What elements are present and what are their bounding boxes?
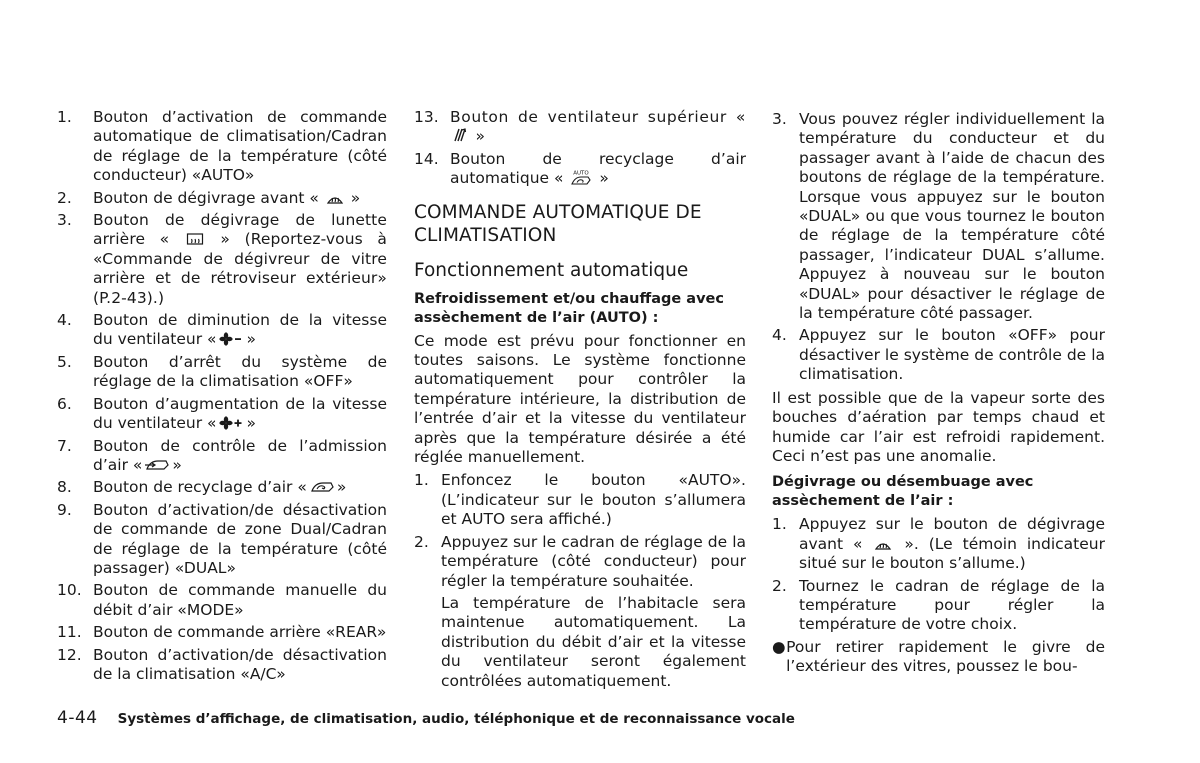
item-number: 9. <box>57 500 72 519</box>
item-number: 1. <box>772 515 787 534</box>
item-text-after: » <box>594 169 609 188</box>
list-item <box>57 478 387 497</box>
list-item <box>414 108 746 147</box>
list-item <box>414 533 746 591</box>
section-heading: COMMANDE AUTOMATIQUE DE CLIMATISATION <box>414 201 702 246</box>
item-number: 3. <box>57 211 72 230</box>
item-text <box>93 189 387 208</box>
body-paragraph: Ce mode est prévu pour fonctionner en toutes saisons. Le système fonctionne automatiquement pour contrôler la température intérieure, la distribution de l’entrée d’air et la vitesse du ventilateur après que la température désirée a été réglée manuellement. <box>414 331 746 467</box>
item-text <box>799 515 1105 573</box>
item-text: Bouton d’arrêt du système de réglage de la climatisation «OFF» <box>93 352 387 391</box>
list-item <box>57 395 387 434</box>
item-text-after: » <box>336 478 347 497</box>
item-text: Tournez le cadran de réglage de la température pour régler la température de votre choix. <box>799 576 1105 634</box>
item-number: 2. <box>772 576 787 595</box>
bullet-item <box>772 638 1105 677</box>
item-number: 6. <box>57 394 72 413</box>
item-text-after: » <box>246 330 257 349</box>
list-item <box>772 110 1105 323</box>
item-number: 4. <box>772 326 787 345</box>
list-item <box>414 471 746 529</box>
auto-recirculation-icon <box>570 169 592 185</box>
item-text-before: Appuyez sur le bouton de dégivrage avant « <box>799 515 1105 553</box>
item-text-before: Bouton de contrôle de l’admission d’air « <box>93 436 387 474</box>
item-text-after: ». (Le témoin indicateur situé sur le bouton s’allume.) <box>799 534 1105 573</box>
item-text: Bouton d’activation/de désactivation de la climatisation «A/C» <box>93 645 387 683</box>
item-text <box>93 211 387 308</box>
upper-vent-icon <box>452 127 468 143</box>
list-item <box>57 353 387 392</box>
item-number: 3. <box>772 110 787 128</box>
bullet-symbol: ● <box>772 637 786 656</box>
item-number: 13. <box>414 108 439 126</box>
item-text-before: Bouton d’augmentation de la vitesse du ventilateur « <box>93 394 387 433</box>
item-text-after: » <box>172 455 182 474</box>
item-text: Bouton d’activation de commande automatique de climatisation/Cadran de réglage de la température (côté conducteur) «AUTO» <box>93 108 387 185</box>
fresh-air-icon <box>144 458 170 472</box>
item-text-before: Bouton de dégivrage de lunette arrière « <box>93 211 387 249</box>
item-number: 1. <box>57 108 72 126</box>
step-note: La température de l’habitacle sera maintenue automatiquement. La distribution du débit d’air et la vitesse du ventilateur seront également contrôlées automatiquement. <box>441 593 746 690</box>
item-text: Enfoncez le bouton «AUTO». (L’indicateur sur le bouton s’allumera et AUTO sera affiché.) <box>441 471 746 529</box>
subsection-heading: Fonctionnement automatique <box>414 259 689 281</box>
item-number: 2. <box>414 532 429 551</box>
bullet-text: Pour retirer rapidement le givre de l’extérieur des vitres, poussez le bou- <box>786 637 1105 676</box>
list-item <box>57 581 387 620</box>
item-number: 8. <box>57 478 72 497</box>
item-text: Vous pouvez régler individuellement la température du conducteur et du passager avant à l’aide de chacun des boutons de réglage de la température. Lorsque vous appuyez sur le bouton «DUAL» ou que vous tournez le bouton de réglage de la température côté passager, l’indicateur DUAL s’allume. Appuyez à nouveau sur le bouton «DUAL» pour désactiver le réglage de la température côté passager. <box>799 110 1105 323</box>
item-text <box>93 311 387 350</box>
list-item <box>57 311 387 350</box>
item-text: Appuyez sur le bouton «OFF» pour désactiver le système de contrôle de la climatisation. <box>799 326 1105 384</box>
list-item <box>57 501 387 579</box>
fan-up-icon <box>219 416 245 430</box>
list-item <box>57 211 387 308</box>
list-item <box>57 189 387 208</box>
item-number: 14. <box>414 149 439 168</box>
item-text-before: Bouton de recyclage d’air automatique « <box>450 149 746 188</box>
item-text: Appuyez sur le cadran de réglage de la température (côté conducteur) pour régler la température souhaitée. <box>441 532 746 590</box>
list-item <box>57 623 387 642</box>
list-item <box>414 150 746 189</box>
body-paragraph: Il est possible que de la vapeur sorte des bouches d’aération par temps chaud et humide car l’air est refroidi rapidement. Ceci n’est pas une anomalie. <box>772 388 1105 465</box>
list-item <box>57 437 387 476</box>
item-number: 1. <box>414 471 429 490</box>
left-column <box>57 108 387 687</box>
item-text: Bouton de commande arrière «REAR» <box>93 623 387 642</box>
item-text-before: Bouton de diminution de la vitesse du ventilateur « <box>93 311 387 349</box>
list-item <box>57 108 387 186</box>
item-text <box>93 478 387 497</box>
item-number: 11. <box>57 623 82 642</box>
rear-defrost-icon <box>186 232 204 246</box>
list-item <box>772 515 1105 573</box>
item-number: 5. <box>57 352 72 371</box>
item-text-after: » <box>246 414 257 433</box>
item-text <box>450 150 746 189</box>
svg-text:AUTO: AUTO <box>573 170 590 177</box>
recirculation-icon <box>309 480 335 494</box>
mode-title: Dégivrage ou désembuage avec assèchement de l’air : <box>772 474 1034 510</box>
item-number: 7. <box>57 436 72 455</box>
item-text-after: » (Reportez-vous à «Commande de dégivreur de vitre arrière et de rétroviseur extérieur» (P.2-43).) <box>93 230 388 307</box>
item-number: 12. <box>57 645 82 664</box>
item-text-after: » <box>470 127 486 146</box>
list-item <box>772 577 1105 635</box>
mode-title: Refroidissement et/ou chauffage avec assèchement de l’air (AUTO) : <box>414 290 724 326</box>
list-item <box>57 646 387 685</box>
right-column <box>772 110 1105 677</box>
item-text <box>450 108 746 147</box>
item-text-after: » <box>345 188 361 207</box>
page-footer <box>57 708 795 728</box>
item-text: Bouton d’activation/de désactivation de commande de zone Dual/Cadran de réglage de la température (côté passager) «DUAL» <box>93 500 387 577</box>
item-text: Bouton de commande manuelle du débit d’air «MODE» <box>93 581 387 619</box>
list-item <box>772 326 1105 384</box>
front-defrost-icon <box>874 537 892 551</box>
chapter-title: Systèmes d’affichage, de climatisation, audio, téléphonique et de reconnaissance vocale <box>117 711 795 727</box>
item-text-before: Bouton de ventilateur supérieur « <box>450 108 746 126</box>
item-number: 4. <box>57 311 72 330</box>
page-number: 4-44 <box>57 708 98 728</box>
fan-down-icon <box>219 332 245 346</box>
item-number: 2. <box>57 188 72 207</box>
item-text <box>93 395 387 434</box>
front-defrost-icon <box>326 191 344 205</box>
item-number: 10. <box>57 581 82 600</box>
item-text <box>93 437 387 476</box>
middle-column <box>414 108 746 694</box>
item-text-before: Bouton de recyclage d’air « <box>93 478 307 497</box>
item-text-before: Bouton de dégivrage avant « <box>93 188 324 207</box>
